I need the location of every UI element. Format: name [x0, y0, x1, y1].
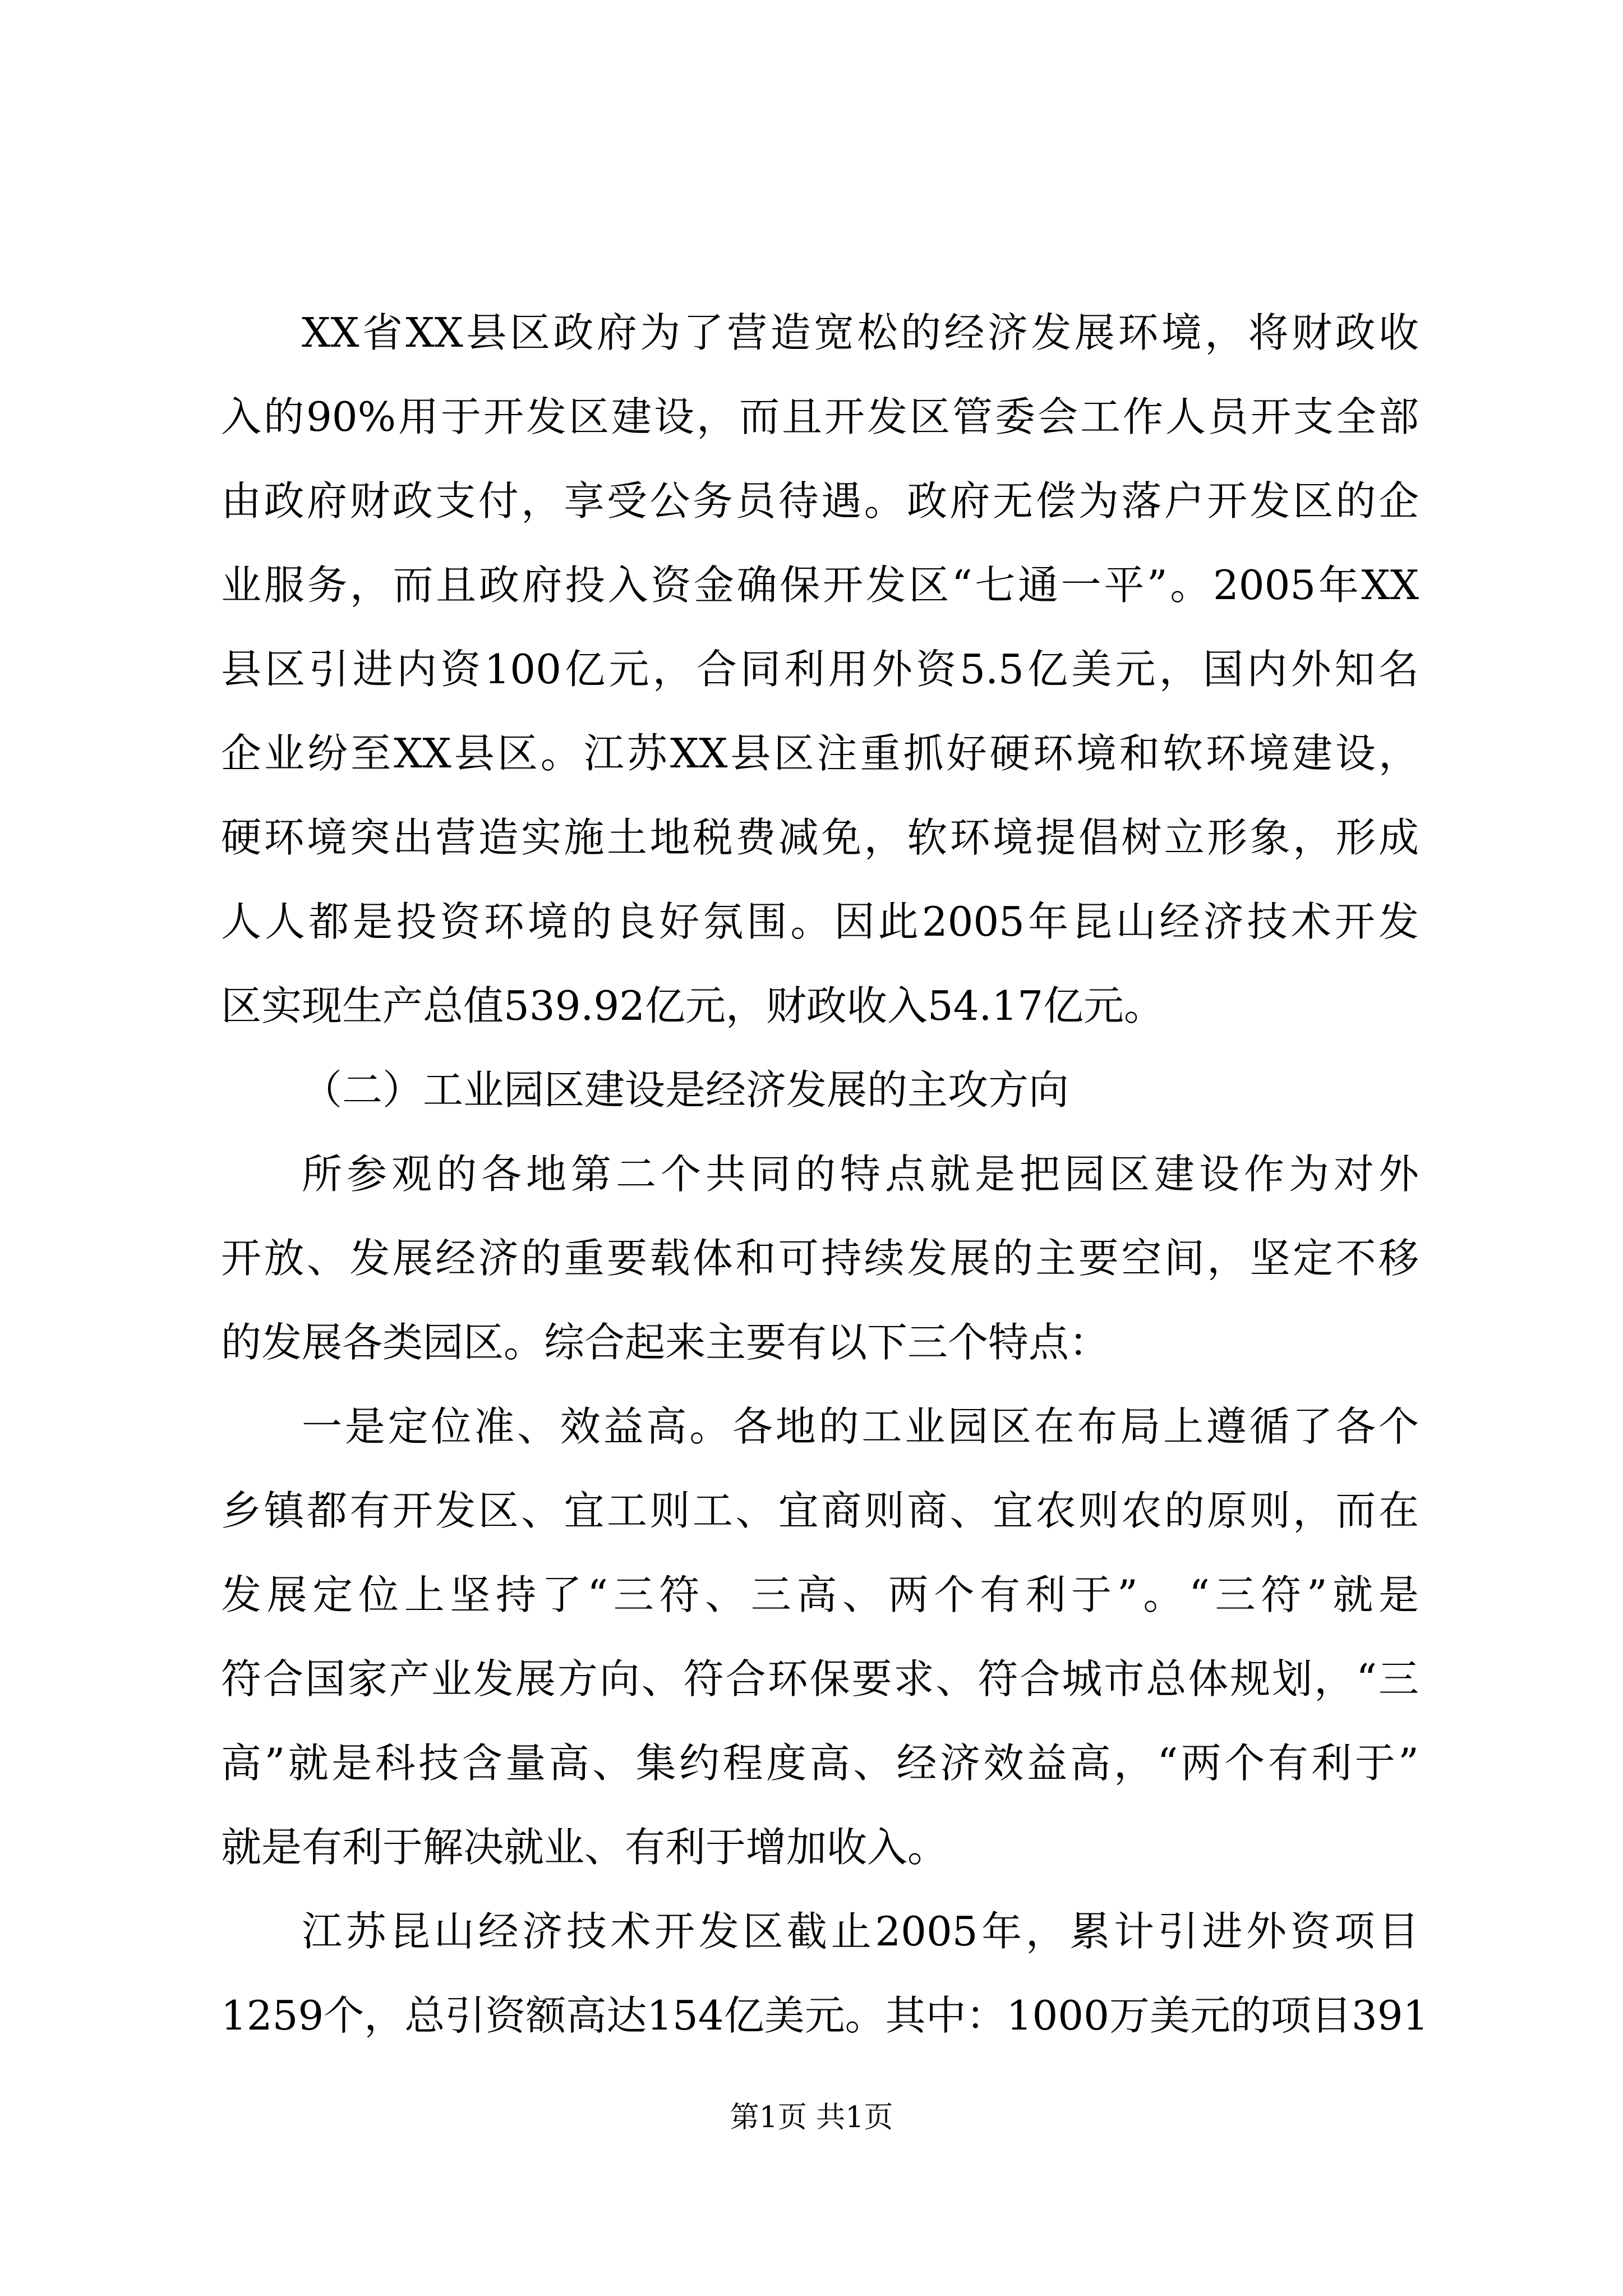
- text-line: 人人都是投资环境的良好氛围。因此2005年昆山经济技术开发: [221, 898, 1419, 945]
- text-line: 就是有利于解决就业、有利于增加收入。: [221, 1824, 948, 1871]
- text-line: 所参观的各地第二个共同的特点就是把园区建设作为对外: [302, 1151, 1419, 1198]
- text-line: 入的90%用于开发区建设，而且开发区管委会工作人员开支全部: [221, 393, 1419, 440]
- text-line: 开放、发展经济的重要载体和可持续发展的主要空间，坚定不移: [221, 1235, 1419, 1282]
- text-line: 发展定位上坚持了“三符、三高、两个有利于”。“三符”就是: [221, 1571, 1419, 1618]
- text-line: 高”就是科技含量高、集约程度高、经济效益高，“两个有利于”: [221, 1740, 1419, 1787]
- text-line: 企业纷至XX县区。江苏XX县区注重抓好硬环境和软环境建设，: [221, 730, 1419, 777]
- text-line: 乡镇都有开发区、宜工则工、宜商则商、宜农则农的原则，而在: [221, 1487, 1419, 1534]
- text-line: 区实现生产总值539.92亿元，财政收入54.17亿元。: [221, 982, 1165, 1029]
- text-line: 业服务，而且政府投入资金确保开发区“七通一平”。2005年XX: [221, 562, 1419, 609]
- text-line: 的发展各类园区。综合起来主要有以下三个特点：: [221, 1319, 1110, 1366]
- text-line: 一是定位准、效益高。各地的工业园区在布局上遵循了各个: [302, 1403, 1419, 1450]
- text-line: 由政府财政支付，享受公务员待遇。政府无偿为落户开发区的企: [221, 477, 1419, 524]
- page-footer: 第1页 共1页: [730, 2101, 893, 2134]
- text-line: 1259个，总引资额高达154亿美元。其中：1000万美元的项目391: [221, 1992, 1429, 2039]
- text-line: 符合国家产业发展方向、符合环保要求、符合城市总体规划，“三: [221, 1655, 1419, 1703]
- section-heading: （二）工业园区建设是经济发展的主攻方向: [302, 1066, 1069, 1114]
- text-line: 江苏昆山经济技术开发区截止2005年，累计引进外资项目: [302, 1908, 1419, 1955]
- text-line: XX省XX县区政府为了营造宽松的经济发展环境，将财政收: [302, 309, 1419, 356]
- text-line: 县区引进内资100亿元，合同利用外资5.5亿美元，国内外知名: [221, 646, 1419, 693]
- text-line: 硬环境突出营造实施土地税费减免，软环境提倡树立形象，形成: [221, 814, 1419, 861]
